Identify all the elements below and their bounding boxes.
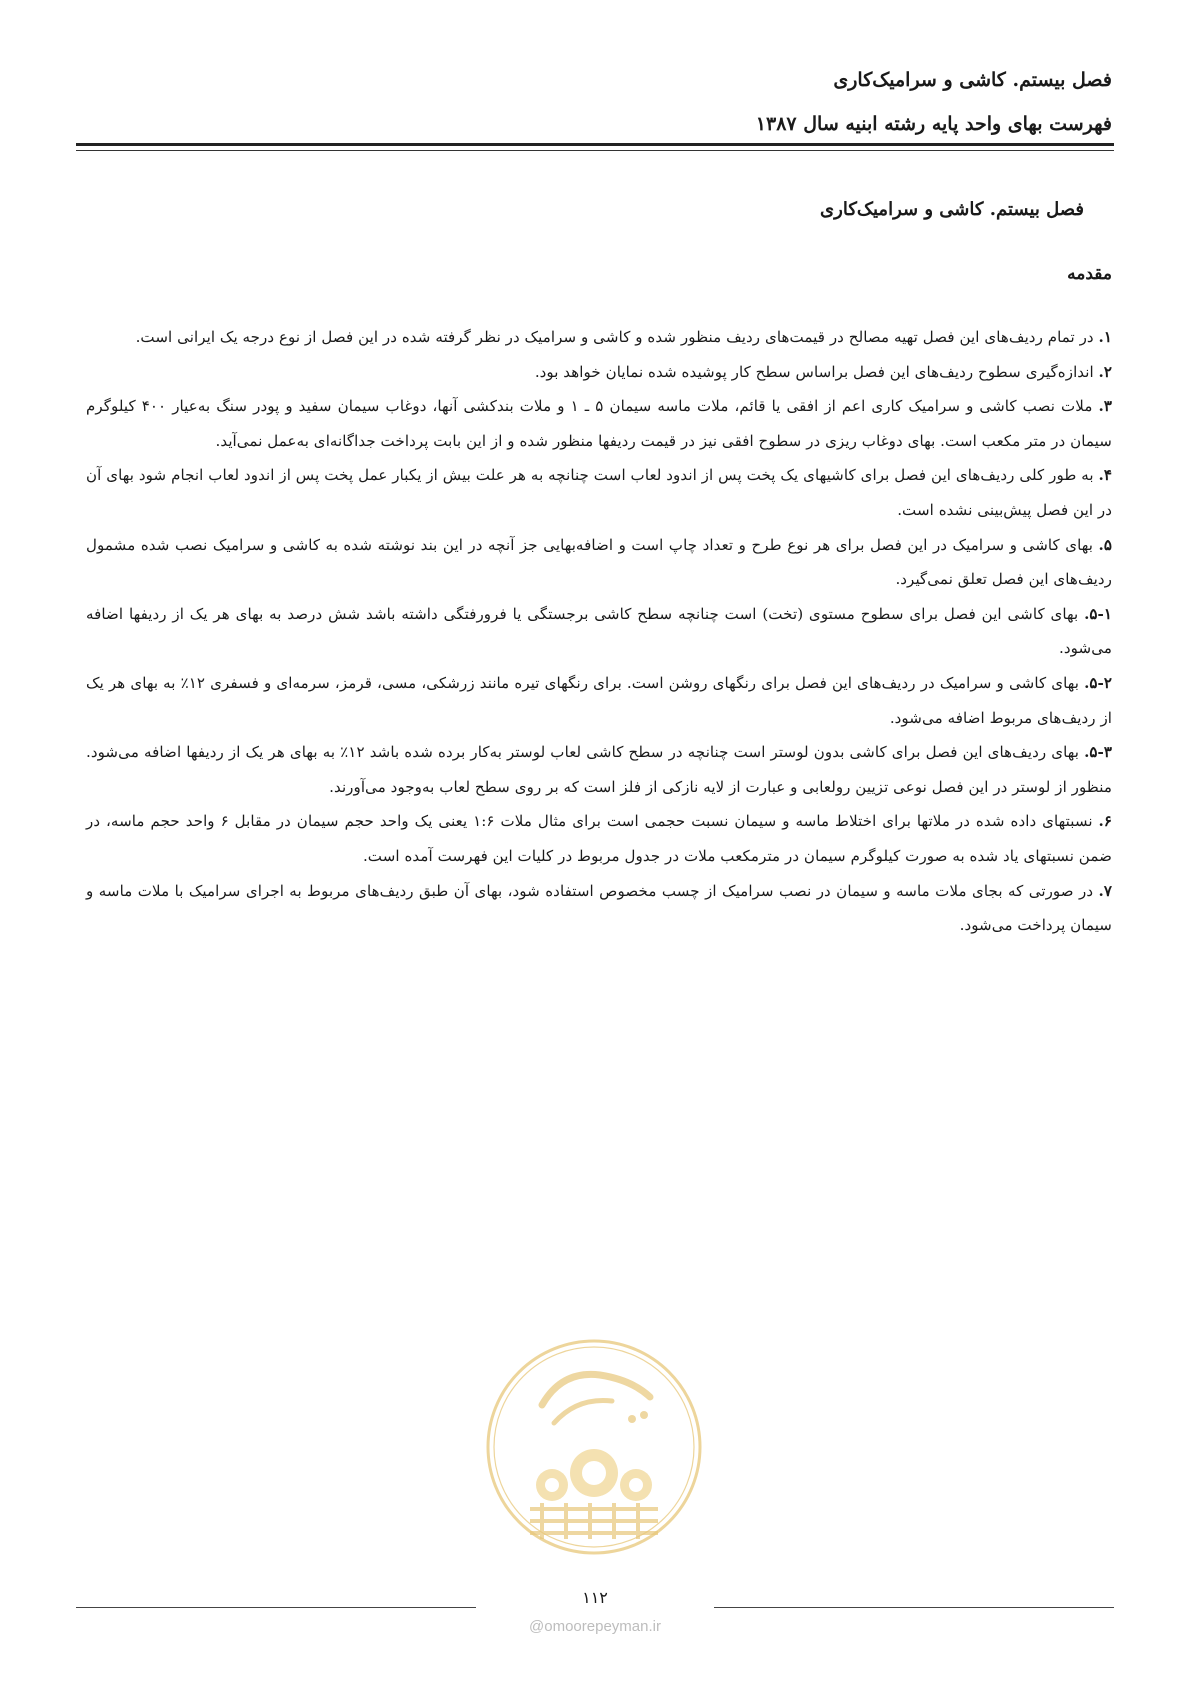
paragraph-text: در تمام ردیف‌های این فصل تهیه مصالح در قیمت‌های ردیف منظور شده و کاشی و سرامیک در نظر گرفته شده در این فصل از نوع درجه یک ایرانی است. — [135, 328, 1099, 346]
watermark-seal-logo — [482, 1335, 706, 1559]
header-divider-thick — [76, 143, 1114, 146]
paragraph-text: بهای کاشی و سرامیک در ردیف‌های این فصل برای رنگهای روشن است. برای رنگهای تیره مانند زرشکی، مسی، قرمز، سرمه‌ای و فسفری ۱۲٪ به بهای هر یک از ردیف‌های مربوط اضافه می‌شود. — [86, 673, 1112, 727]
paragraph-item — [86, 528, 1112, 597]
paragraph-number: ۵-۲. — [1084, 673, 1112, 692]
paragraph-item — [86, 874, 1112, 943]
paragraph-number: ۵-۳. — [1084, 743, 1113, 762]
intro-heading: مقدمه — [1067, 264, 1112, 284]
footer-divider-right — [714, 1607, 1114, 1608]
main-content — [86, 196, 1112, 943]
header-list-title: فهرست بهای واحد پایه رشته ابنیه سال ۱۳۸۷ — [755, 113, 1112, 135]
page-number: ۱۱۲ — [582, 1588, 608, 1607]
paragraph-text: بهای کاشی این فصل برای سطوح مستوی (تخت) است چنانچه سطح کاشی برجستگی یا فرورفتگی داشته باشد شش درصد به بهای هر یک از ردیفها اضافه می‌شود. — [86, 604, 1112, 658]
section-title: فصل بیستم. کاشی و سرامیک‌کاری — [820, 199, 1084, 220]
header-chapter-title: فصل بیستم. کاشی و سرامیک‌کاری — [833, 69, 1112, 91]
paragraph-number: ۳. — [1098, 397, 1112, 416]
paragraph-number: ۶. — [1098, 812, 1112, 831]
paragraph-item — [86, 355, 1112, 390]
page-header — [78, 58, 1112, 146]
paragraph-item — [86, 666, 1112, 735]
paragraph-item — [86, 735, 1112, 804]
paragraph-number: ۵-۱. — [1084, 604, 1112, 623]
header-divider-thin — [76, 150, 1114, 151]
paragraph-item — [86, 804, 1112, 873]
paragraph-text: اندازه‌گیری سطوح ردیف‌های این فصل براساس سطح کار پوشیده شده نمایان خواهد بود. — [534, 362, 1099, 381]
paragraph-item — [86, 389, 1112, 458]
paragraph-list — [86, 320, 1112, 943]
paragraph-text: نسبتهای داده شده در ملاتها برای اختلاط ماسه و سیمان نسبت حجمی است برای مثال ملات ۱:۶ یعنی یک واحد حجم سیمان در مقابل ۶ واحد حجم ماسه، در ضمن نسبتهای یاد شده به صورت کیلوگرم سیمان در مترمکعب ملات در جدول مربوط در کلیات این فهرست آمده است. — [86, 812, 1112, 865]
paragraph-number: ۴. — [1098, 466, 1112, 485]
paragraph-item — [86, 320, 1112, 355]
footer-divider-left — [76, 1607, 476, 1608]
paragraph-text: در صورتی که بجای ملات ماسه و سیمان در نصب سرامیک از چسب مخصوص استفاده شود، بهای آن طبق ردیف‌های مربوط به اجرای سرامیک با ملات ماسه و سیمان پرداخت می‌شود. — [86, 881, 1112, 935]
paragraph-item — [86, 458, 1112, 527]
watermark-website: @omoorepeyman.ir — [529, 1618, 661, 1635]
paragraph-number: ۵. — [1098, 535, 1112, 554]
paragraph-number: ۱. — [1098, 328, 1112, 346]
paragraph-text: بهای ردیف‌های این فصل برای کاشی بدون لوستر است چنانچه در سطح کاشی لعاب لوستر به‌کار برده شده باشد ۱۲٪ به بهای هر یک از ردیفها اضافه می‌شود. منظور از لوستر در این فصل نوعی تزیین رولعابی و عبارت از لایه نازکی از فلز است که بر روی سطح لعاب به‌وجود می‌آورند. — [86, 743, 1112, 796]
paragraph-text: ملات نصب کاشی و سرامیک کاری اعم از افقی یا قائم، ملات ماسه سیمان ۵ ـ ۱ و ملات بندکشی آنها، دوغاب سیمان سفید و پودر سنگ به‌عیار ۴۰۰ کیلوگرم سیمان در متر مکعب است. بهای دوغاب ریزی در سطوح افقی نیز در قیمت ردیفها منظور شده و از این بابت پرداخت جداگانه‌ای به‌عمل نمی‌آید. — [86, 397, 1112, 450]
paragraph-text: به طور کلی ردیف‌های این فصل برای کاشیهای یک پخت پس از اندود لعاب است چنانچه به هر علت بیش از یکبار عمل پخت پس از اندود لعاب انجام شود بهای آن در این فصل پیش‌بینی نشده است. — [86, 466, 1112, 519]
paragraph-text: بهای کاشی و سرامیک در این فصل برای هر نوع طرح و تعداد چاپ است و اضافه‌بهایی جز آنچه در این بند نوشته شده به کاشی و سرامیک نصب شده مشمول ردیف‌های این فصل تعلق نمی‌گیرد. — [86, 535, 1112, 589]
paragraph-number: ۲. — [1098, 362, 1112, 381]
paragraph-item — [86, 597, 1112, 666]
paragraph-number: ۷. — [1098, 881, 1112, 900]
